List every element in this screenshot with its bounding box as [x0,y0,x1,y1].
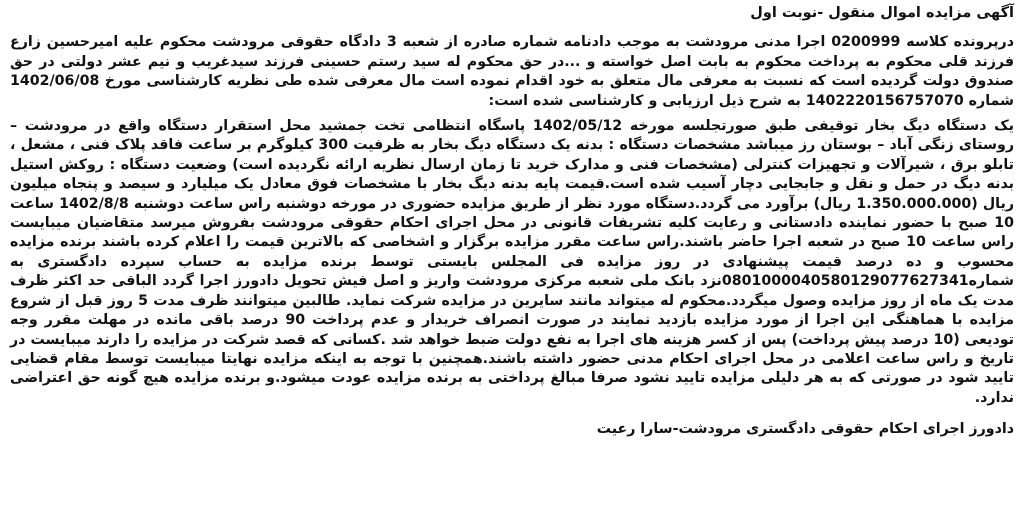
item-description-paragraph: یک دستگاه دیگ بخار توقیفی طبق صورتجلسه مورخه 1402/05/12 پاسگاه انتظامی تخت جمشید محل استقرار دستگاه واقع در مرودشت – روستای زنگی آباد – بوستان رز میباشد مشخصات دستگاه : بدنه یک دستگاه دیگ بخار به ظرفیت 300 کیلوگرم بر ساعت فاقد پلاک فنی ، مشعل ، تابلو برق ، شیرآلات و تجهیزات کنترلی (مشخصات فنی و مدارک خرید تا زمان ارسال نظریه ارائه نگردیده است) وضعیت دستگاه : روکش استیل بدنه دیگ در حمل و نقل و جابجایی دچار آسیب شده است.قیمت پایه بدنه دیگ بخار با مشخصات فوق معادل یک میلیارد و سیصد و پنجاه میلیون ریال (1.350.000.000 ریال) برآورد می گردد.دستگاه مورد نظر از طریق مزایده حضوری در مورخه دوشنبه راس ساعت دوشنبه 1402/8/8 ساعت 10 صبح با حضور نماینده دادستانی و رعایت کلیه تشریفات قانونی در محل اجرای احکام حقوقی مرودشت بفروش میرسد متقاضیان میبایست راس ساعت 10 صبح در شعبه اجرا حاضر باشند.راس ساعت مقرر مزایده برگزار و اشخاصی که بالاترین قیمت را اعلام کرده باشند برنده مزایده محسوب و ده درصد قیمت پیشنهادی در روز مزایده فی المجلس بایستی توسط برنده مزایده به حساب سپرده دادگستری به شماره0801000040580129077627341نزد بانک ملی شعبه مرکزی مرودشت واریز و اصل فیش تحویل دادورز اجرا گردد الباقی حد اکثر ظرف مدت یک ماه از روز مزایده وصول میگردد.محکوم له میتواند مانند سایرین در مزایده شرکت نماید. طالبین میتوانند ظرف مدت 5 روز قبل از شروع مزایده با هماهنگی این اجرا از مورد مزایده بازدید نمایند در صورت انصراف خریدار و عدم پرداخت 90 درصد باقی مانده در مهلت مقرر وجه تودیعی (10 درصد پیش پرداخت) پس از کسر هزینه های اجرا به نفع دولت ضبط خواهد شد .کسانی که قصد شرکت در مزایده را دارند میبایست در تاریخ و راس ساعت اعلامی در محل اجرای احکام مدنی حضور داشته باشند.همچنین با توجه به اینکه مزایده نهایتا میبایست توسط مقام قضایی تایید شود در صورتی که به هر دلیلی مزایده تایید نشود صرفا مبالغ پرداختی به برنده مزایده عودت میشود.و برنده مزایده هیچ گونه حق اعتراضی ندارد. [10,118,1014,406]
auction-notice [10,4,1014,440]
signature-line: دادورز اجرای احکام حقوقی دادگستری مرودشت-سارا رعیت [596,421,1014,438]
notice-title: آگهی مزایده اموال منقول -نوبت اول [750,5,1014,21]
case-paragraph: درپرونده کلاسه 0200999 اجرا مدنی مرودشت به موجب دادنامه شماره صادره از شعبه 3 دادگاه حقوقی مرودشت محکوم علیه امیرحسین زارع فرزند قلی محکوم به پرداخت محکوم به بابت اصل خواسته و ...در حق محکوم له سید رستم حسینی فرزند سیدغریب و نیم عشر دولتی در حق صندوق دولت گردیده است که نسبت به معرفی مال متعلق به خود اقدام نموده است مال معرفی شده طی نظریه کارشناسی مورخ 1402/06/08 شماره 1402220156757070 به شرح ذیل ارزیابی و کارشناسی شده است: [10,34,1014,109]
